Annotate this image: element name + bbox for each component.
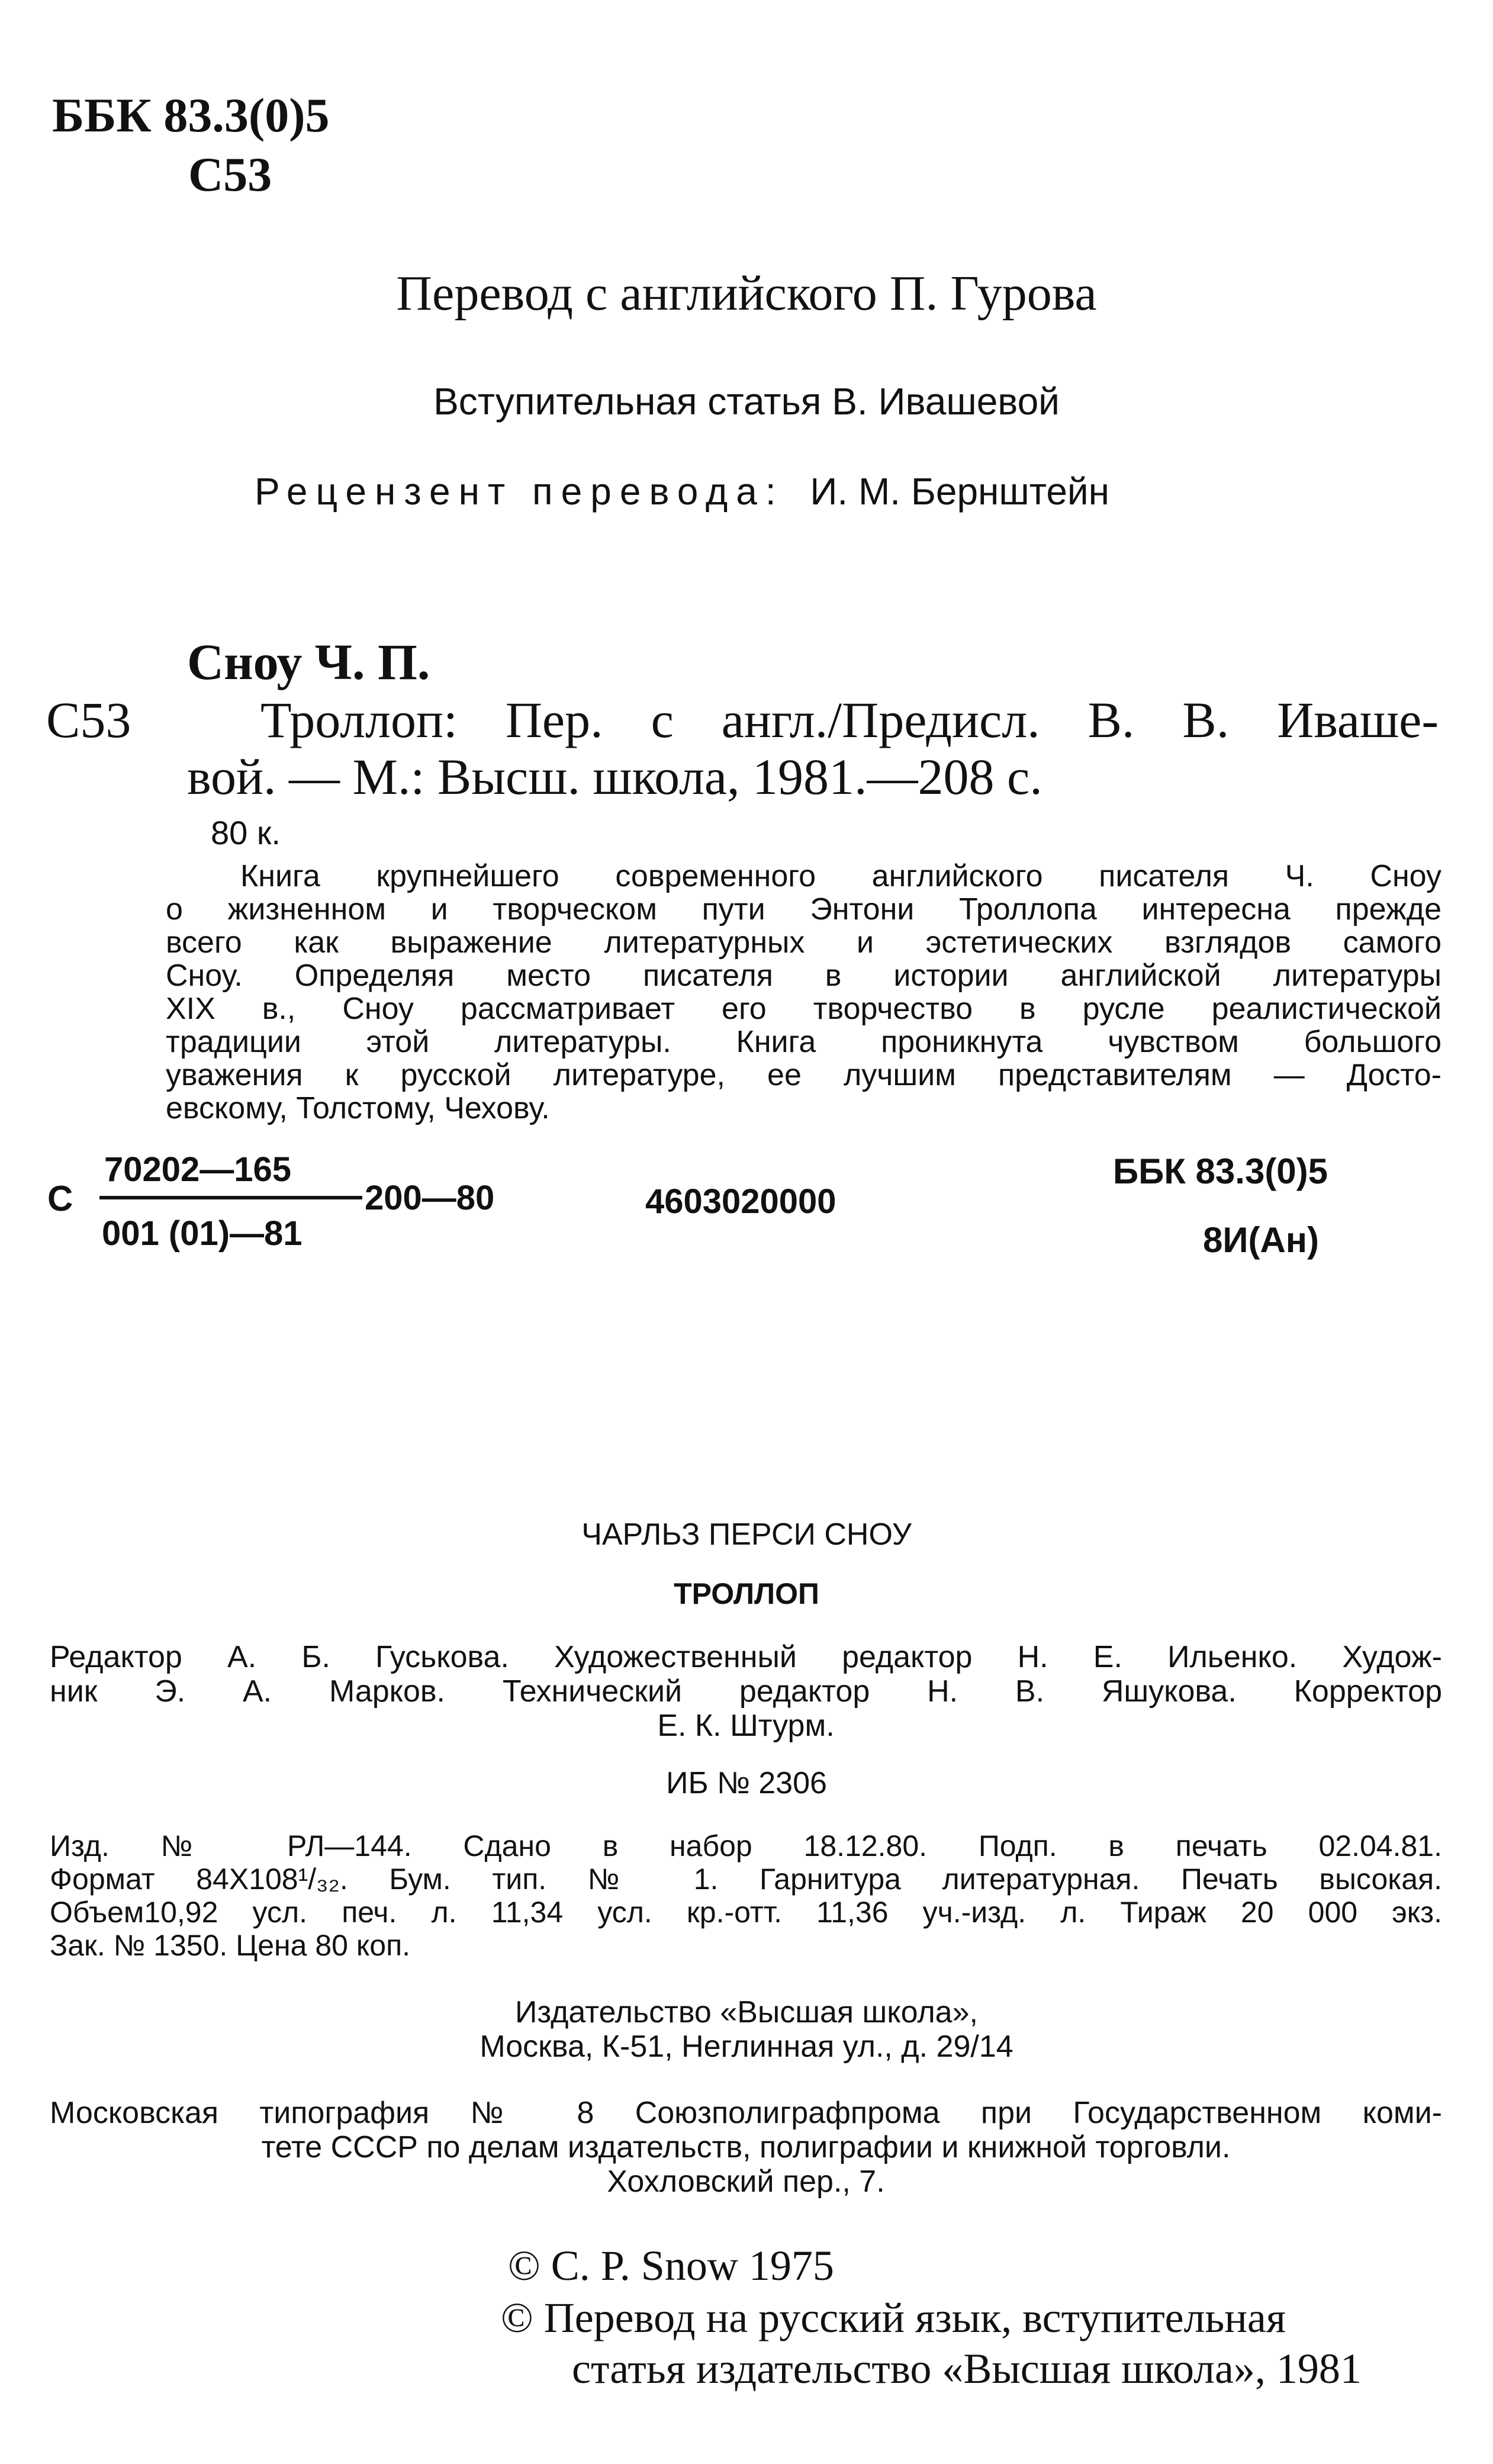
index-letter: С bbox=[47, 1179, 73, 1218]
top-bbk-code: ББК 83.3(0)5 bbox=[52, 88, 330, 142]
ib-number: ИБ № 2306 bbox=[666, 1766, 827, 1800]
tech-line: Объем10,92 усл. печ. л. 11,34 усл. кр.-отт. 11,36 уч.-изд. л. Тираж 20 000 экз. bbox=[50, 1896, 1442, 1929]
annotation-line: евскому, Толстому, Чехову. bbox=[166, 1091, 550, 1125]
editors-line: Е. К. Штурм. bbox=[657, 1709, 835, 1743]
fraction-line bbox=[99, 1196, 362, 1199]
top-author-sign: С53 bbox=[188, 147, 272, 201]
imprint-author: ЧАРЛЬЗ ПЕРСИ СНОУ bbox=[581, 1517, 912, 1552]
printer-line: тете СССР по делам издательств, полиграфии и книжной торговли. bbox=[261, 2130, 1231, 2164]
tech-line: Изд. № РЛ—144. Сдано в набор 18.12.80. Подп. в печать 02.04.81. bbox=[50, 1829, 1442, 1863]
editors-line: ник Э. А. Марков. Технический редактор Н. В. Яшукова. Корректор bbox=[50, 1674, 1442, 1709]
index-suffix: 200—80 bbox=[365, 1179, 495, 1217]
annotation-line: уважения к русской литературе, ее лучшим представителям — Досто- bbox=[166, 1058, 1441, 1092]
imprint-printer bbox=[50, 2096, 1442, 2199]
catalog-sign: С53 bbox=[46, 691, 131, 748]
reviewer-label: Рецензент перевода: bbox=[255, 470, 784, 513]
reviewer-credit bbox=[255, 468, 1109, 515]
index-denominator: 001 (01)—81 bbox=[102, 1214, 303, 1253]
publisher-line: Издательство «Высшая школа», bbox=[515, 1995, 978, 2029]
reviewer-name: И. М. Бернштейн bbox=[810, 470, 1109, 513]
catalog-author: Сноу Ч. П. bbox=[187, 633, 430, 690]
annotation-line: XIX в., Сноу рассматривает его творчество в русле реалистической bbox=[166, 992, 1441, 1026]
catalog-title-line1: Троллоп: Пер. с англ./Предисл. В. В. Иваше- bbox=[260, 691, 1439, 748]
index-code: 4603020000 bbox=[645, 1182, 836, 1221]
imprint-tech bbox=[50, 1829, 1442, 1962]
bbk-code: ББК 83.3(0)5 bbox=[1113, 1151, 1328, 1191]
editors-line: Редактор А. Б. Гуськова. Художественный редактор Н. Е. Ильенко. Худож- bbox=[50, 1640, 1442, 1674]
imprint-editors bbox=[50, 1640, 1442, 1743]
index-numerator: 70202—165 bbox=[104, 1150, 292, 1189]
annotation-line: Книга крупнейшего современного английского писателя Ч. Сноу bbox=[240, 859, 1441, 893]
copyright-translation-line1: © Перевод на русский язык, вступительная bbox=[501, 2294, 1286, 2341]
catalog-title-line2: вой. — М.: Высш. школа, 1981.—208 с. bbox=[187, 748, 1042, 805]
annotation-line: традиции этой литературы. Книга проникнута чувством большого bbox=[166, 1025, 1441, 1059]
publisher-line: Москва, К-51, Неглинная ул., д. 29/14 bbox=[480, 2029, 1013, 2064]
tech-line: Формат 84Х108¹/₃₂. Бум. тип. № 1. Гарнитура литературная. Печать высокая. bbox=[50, 1863, 1442, 1896]
imprint-publisher bbox=[0, 1995, 1493, 2064]
bbk-class: 8И(Ан) bbox=[1203, 1220, 1320, 1260]
printer-line: Хохловский пер., 7. bbox=[607, 2164, 885, 2199]
annotation-line: всего как выражение литературных и эстетических взглядов самого bbox=[166, 925, 1441, 960]
copyright-translation-line2: статья издательство «Высшая школа», 1981 bbox=[572, 2345, 1362, 2392]
tech-line: Зак. № 1350. Цена 80 коп. bbox=[50, 1929, 411, 1962]
printer-line: Московская типография № 8 Союзполиграфпрома при Государственном коми- bbox=[50, 2096, 1442, 2130]
annotation-line: о жизненном и творческом пути Энтони Троллопа интересна прежде bbox=[166, 892, 1441, 927]
copyright-original: © C. P. Snow 1975 bbox=[508, 2242, 834, 2289]
catalog-annotation bbox=[166, 860, 1441, 1125]
imprint-title: ТРОЛЛОП bbox=[674, 1577, 819, 1610]
annotation-line: Сноу. Определяя место писателя в истории английской литературы bbox=[166, 958, 1441, 993]
translation-credit: Перевод с английского П. Гурова bbox=[396, 266, 1097, 321]
catalog-price: 80 к. bbox=[211, 814, 281, 851]
intro-credit: Вступительная статья В. Ивашевой bbox=[433, 380, 1060, 423]
